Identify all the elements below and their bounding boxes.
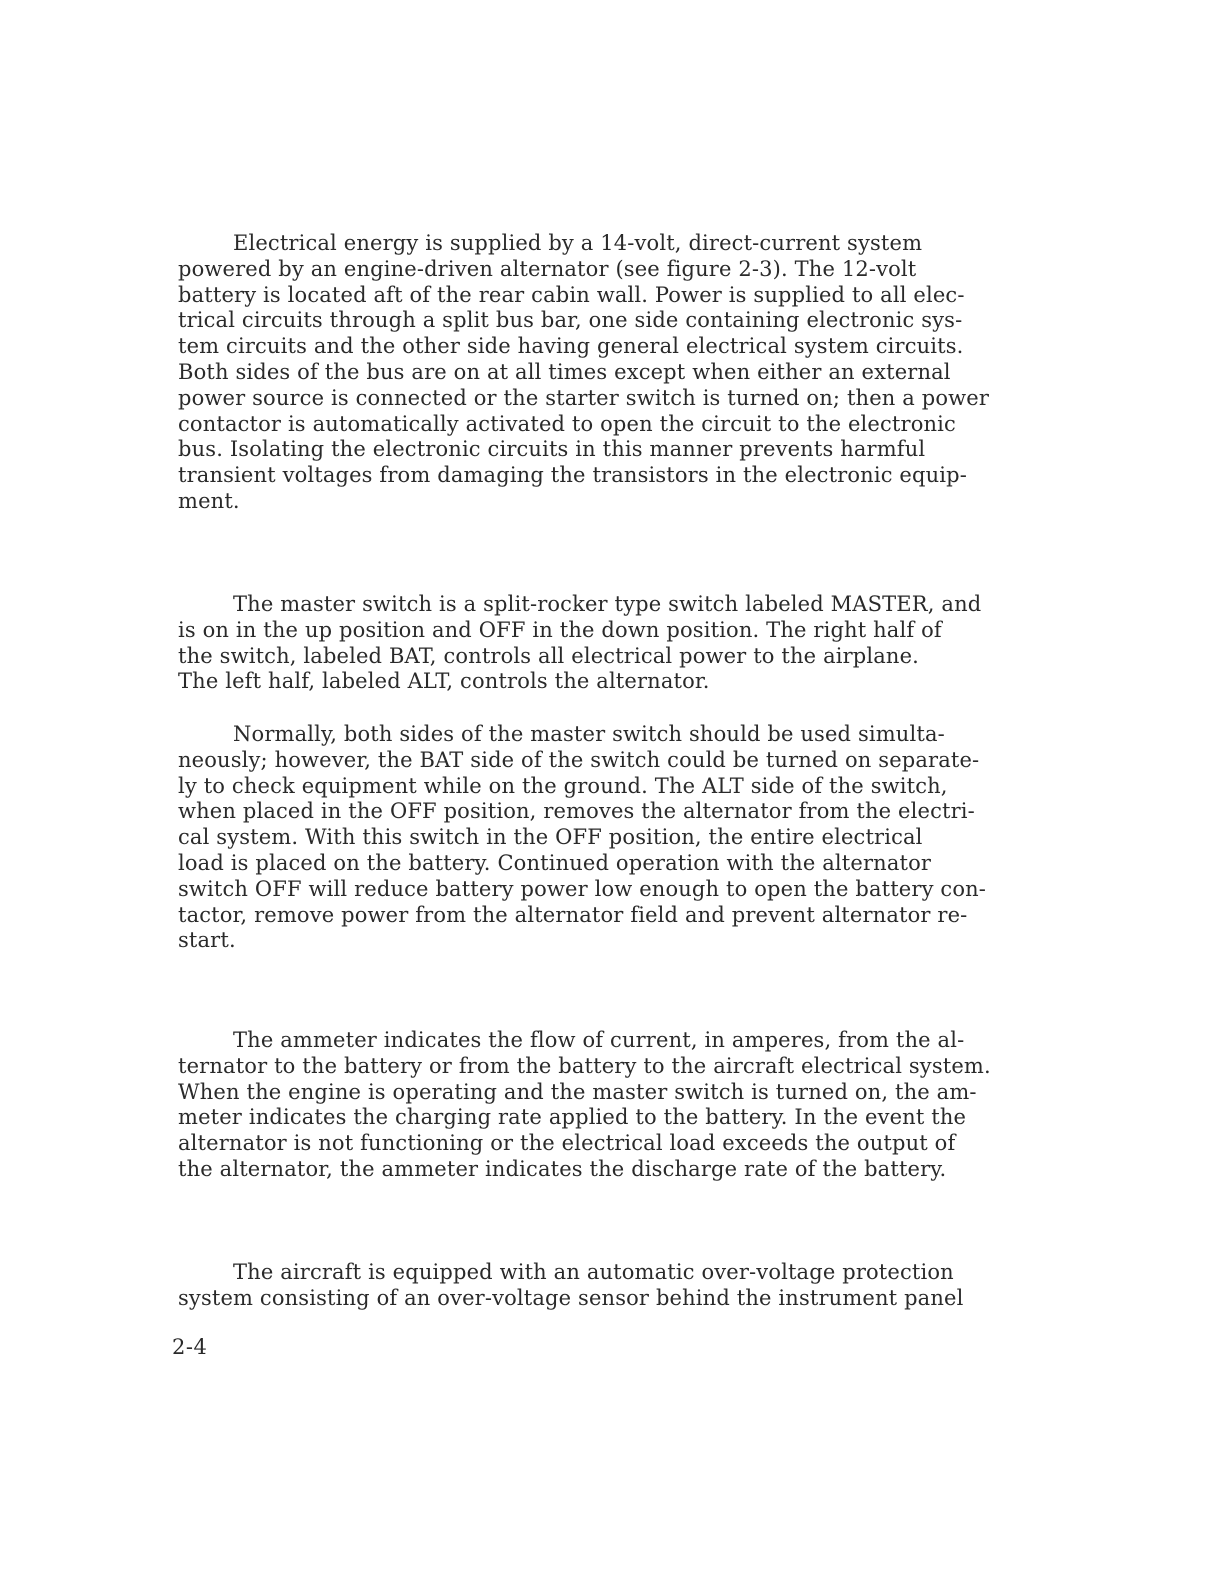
paragraph-master-switch-usage	[178, 722, 1038, 954]
page-number: 2-4	[172, 1335, 208, 1359]
text-line: start.	[178, 928, 236, 953]
text-line: transient voltages from damaging the transistors in the electronic equip-	[178, 463, 967, 488]
text-line: trical circuits through a split bus bar, one side containing electronic sys-	[178, 308, 963, 333]
text-line: The master switch is a split-rocker type switch labeled MASTER, and	[233, 592, 982, 616]
text-line: The aircraft is equipped with an automatic over-voltage protection	[233, 1260, 954, 1284]
text-line: ment.	[178, 488, 240, 513]
text-line: The ammeter indicates the flow of current, in amperes, from the al-	[233, 1028, 965, 1052]
text-line: The left half, labeled ALT, controls the alternator.	[178, 669, 710, 694]
text-line: switch OFF will reduce battery power low enough to open the battery con-	[178, 876, 987, 901]
text-line: Normally, both sides of the master switch should be used simulta-	[233, 722, 945, 746]
text-line: is on in the up position and OFF in the down position. The right half of	[178, 617, 942, 642]
text-line: alternator is not functioning or the electrical load exceeds the output of	[178, 1131, 956, 1156]
paragraph-over-voltage	[178, 1260, 1038, 1312]
text-line: Both sides of the bus are on at all times except when either an external	[178, 359, 951, 384]
text-line: neously; however, the BAT side of the switch could be turned on separate-	[178, 747, 980, 772]
text-line: when placed in the OFF position, removes the alternator from the electri-	[178, 799, 975, 824]
text-line: power source is connected or the starter switch is turned on; then a power	[178, 385, 990, 410]
text-line: battery is located aft of the rear cabin wall. Power is supplied to all elec-	[178, 282, 965, 307]
text-line: load is placed on the battery. Continued operation with the alternator	[178, 850, 932, 875]
text-line: bus. Isolating the electronic circuits in this manner prevents harmful	[178, 437, 926, 462]
paragraph-electrical-system	[178, 231, 1038, 515]
text-line: tactor, remove power from the alternator field and prevent alternator re-	[178, 902, 968, 927]
text-line: ly to check equipment while on the ground. The ALT side of the switch,	[178, 773, 948, 798]
paragraph-master-switch	[178, 592, 1038, 695]
text-line: the switch, labeled BAT, controls all electrical power to the airplane.	[178, 643, 920, 668]
text-line: cal system. With this switch in the OFF position, the entire electrical	[178, 825, 923, 850]
text-line: powered by an engine-driven alternator (see figure 2-3). The 12-volt	[178, 256, 917, 281]
text-line: contactor is automatically activated to open the circuit to the electronic	[178, 411, 956, 436]
paragraph-ammeter	[178, 1028, 1038, 1183]
text-line: the alternator, the ammeter indicates the discharge rate of the battery.	[178, 1156, 947, 1181]
text-line: When the engine is operating and the master switch is turned on, the am-	[178, 1079, 977, 1104]
text-line: tem circuits and the other side having general electrical system circuits.	[178, 334, 964, 359]
text-line: Electrical energy is supplied by a 14-volt, direct-current system	[233, 231, 923, 255]
text-line: ternator to the battery or from the battery to the aircraft electrical system.	[178, 1053, 991, 1078]
text-line: system consisting of an over-voltage sensor behind the instrument panel	[178, 1285, 964, 1310]
text-line: meter indicates the charging rate applied to the battery. In the event the	[178, 1105, 967, 1130]
